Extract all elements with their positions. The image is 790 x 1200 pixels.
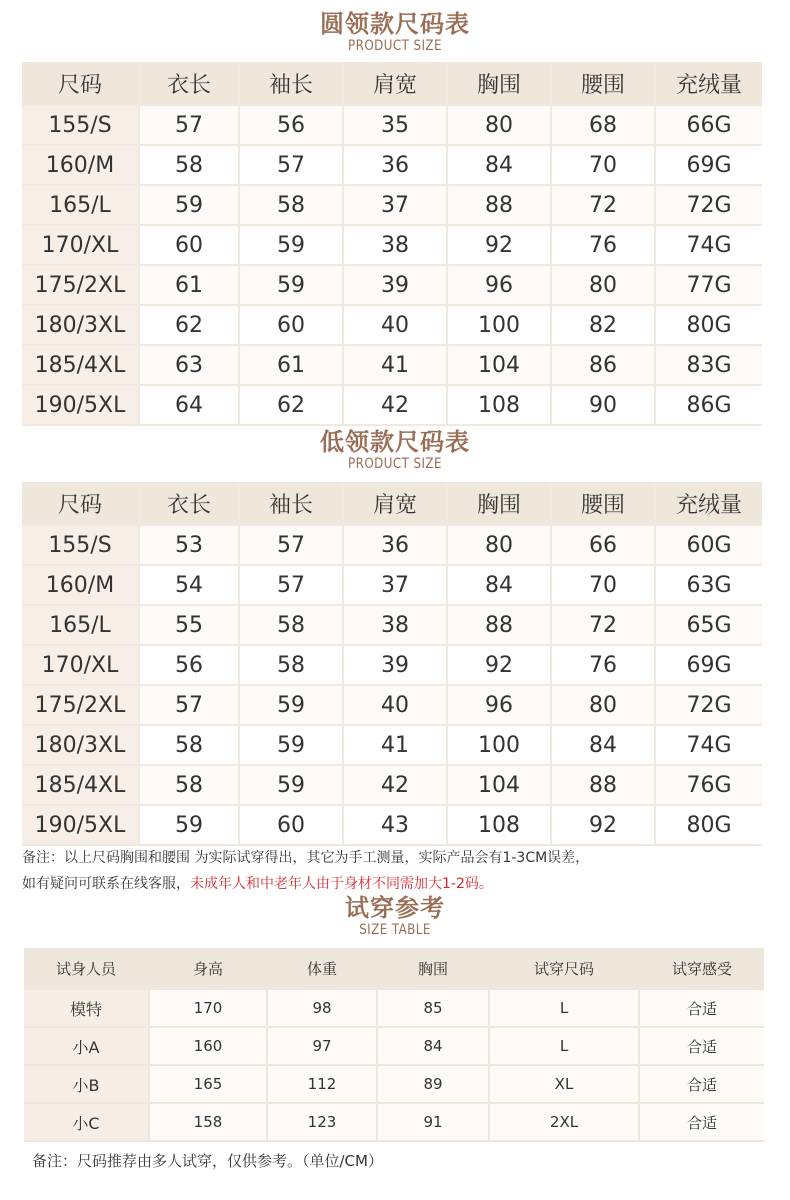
row-label-cell: 180/3XL [22,726,140,766]
table-cell: 84 [378,1028,490,1066]
row-label-cell: 小B [24,1066,150,1104]
table-cell: 66G [656,106,762,146]
row-label-cell: 180/3XL [22,306,140,346]
table-cell: 112 [268,1066,378,1104]
table-row [22,686,762,726]
column-header: 袖长 [240,62,344,106]
size-note-line1: 备注：以上尺码胸围和腰围 为实际试穿得出，其它为手工测量，实际产品会有1-3CM误差， [22,850,590,866]
size-note-warning: 未成年人和中老年人由于身材不同需加大1-2码。 [190,876,493,892]
row-label-cell: 190/5XL [22,806,140,846]
table-cell: 80 [448,526,552,566]
table-cell: 158 [150,1104,268,1142]
column-header: 试身人员 [24,948,150,990]
table-cell: 53 [140,526,240,566]
low-collar-title-block [0,428,790,472]
table-cell: 70 [552,566,656,606]
column-header: 试穿尺码 [490,948,640,990]
size-note [22,845,772,897]
table-row [24,1028,764,1066]
table-row [24,1066,764,1104]
table-row [22,646,762,686]
bottom-note: 备注：尺码推荐由多人试穿，仅供参考。（单位/CM） [32,1152,383,1170]
table-cell: 39 [344,266,448,306]
table-cell: 76 [552,226,656,266]
table-row [24,1104,764,1142]
column-header: 衣长 [140,482,240,526]
try-on-subtitle: SIZE TABLE [359,922,431,938]
table-cell: 58 [240,606,344,646]
table-cell: 160 [150,1028,268,1066]
table-cell: 80 [448,106,552,146]
table-cell: 96 [448,686,552,726]
size-note-line2-text: 如有疑问可联系在线客服， [22,876,190,892]
table-cell: 72G [656,686,762,726]
table-cell: 83G [656,346,762,386]
row-label-cell: 175/2XL [22,686,140,726]
table-row [22,386,762,426]
table-cell: 35 [344,106,448,146]
table-cell: 80 [552,266,656,306]
table-cell: 96 [448,266,552,306]
table-cell: 58 [140,766,240,806]
table-cell: 63G [656,566,762,606]
table-cell: 80G [656,306,762,346]
column-header: 试穿感受 [640,948,764,990]
round-collar-title-block [0,10,790,54]
table-cell: 57 [240,566,344,606]
table-cell: 40 [344,306,448,346]
table-cell: 59 [240,766,344,806]
table-cell: 68 [552,106,656,146]
row-label-cell: 155/S [22,106,140,146]
table-cell: 170 [150,990,268,1028]
table-cell: 85 [378,990,490,1028]
round-collar-size-table [22,62,762,426]
table-cell: 41 [344,726,448,766]
column-header: 尺码 [22,482,140,526]
row-label-cell: 175/2XL [22,266,140,306]
table-cell: 74G [656,726,762,766]
table-cell: 92 [448,646,552,686]
table-cell: 42 [344,386,448,426]
low-collar-subtitle: PRODUCT SIZE [348,456,442,472]
row-label-cell: 170/XL [22,646,140,686]
table-cell: 60 [240,306,344,346]
table-cell: 59 [240,726,344,766]
column-header: 身高 [150,948,268,990]
table-row [22,306,762,346]
table-cell: 合适 [640,990,764,1028]
table-cell: 58 [140,146,240,186]
table-cell: 88 [448,186,552,226]
table-cell: 89 [378,1066,490,1104]
table-cell: 56 [240,106,344,146]
column-header: 肩宽 [344,482,448,526]
table-cell: 55 [140,606,240,646]
table-cell: 58 [240,646,344,686]
table-cell: 36 [344,526,448,566]
table-row [22,266,762,306]
table-cell: 合适 [640,1028,764,1066]
table-cell: 43 [344,806,448,846]
table-cell: 72G [656,186,762,226]
table-row [22,186,762,226]
table-cell: 84 [448,146,552,186]
table-cell: 37 [344,566,448,606]
table-cell: 59 [240,226,344,266]
table-cell: 72 [552,186,656,226]
column-header: 胸围 [448,482,552,526]
table-cell: 80 [552,686,656,726]
table-row [22,566,762,606]
table-cell: 59 [140,806,240,846]
row-label-cell: 185/4XL [22,766,140,806]
table-cell: 57 [240,146,344,186]
table-cell: 108 [448,386,552,426]
column-header: 胸围 [378,948,490,990]
table-row [22,766,762,806]
table-cell: 86 [552,346,656,386]
table-cell: 86G [656,386,762,426]
table-cell: 66 [552,526,656,566]
table-cell: 39 [344,646,448,686]
table-cell: 58 [240,186,344,226]
table-row [22,106,762,146]
table-cell: 61 [140,266,240,306]
table-cell: L [490,1028,640,1066]
table-cell: 90 [552,386,656,426]
table-cell: 42 [344,766,448,806]
table-row [24,990,764,1028]
table-cell: 合适 [640,1104,764,1142]
table-cell: 84 [552,726,656,766]
table-cell: 104 [448,766,552,806]
table-row [22,146,762,186]
table-cell: L [490,990,640,1028]
table-cell: 88 [448,606,552,646]
table-cell: 36 [344,146,448,186]
column-header: 肩宽 [344,62,448,106]
row-label-cell: 165/L [22,186,140,226]
round-collar-title: 圆领款尺码表 [320,10,470,38]
column-header: 腰围 [552,482,656,526]
table-cell: XL [490,1066,640,1104]
table-row [22,726,762,766]
low-collar-title: 低领款尺码表 [320,428,470,456]
table-cell: 84 [448,566,552,606]
table-cell: 59 [240,266,344,306]
table-cell: 61 [240,346,344,386]
table-cell: 60G [656,526,762,566]
table-row [22,606,762,646]
table-cell: 合适 [640,1066,764,1104]
table-header-row [22,482,762,526]
table-cell: 104 [448,346,552,386]
table-cell: 92 [448,226,552,266]
table-cell: 92 [552,806,656,846]
table-cell: 74G [656,226,762,266]
table-cell: 123 [268,1104,378,1142]
table-cell: 80G [656,806,762,846]
table-cell: 98 [268,990,378,1028]
column-header: 袖长 [240,482,344,526]
table-cell: 108 [448,806,552,846]
row-label-cell: 170/XL [22,226,140,266]
table-cell: 57 [240,526,344,566]
row-label-cell: 模特 [24,990,150,1028]
table-header-row [24,948,764,990]
table-cell: 57 [140,106,240,146]
row-label-cell: 小A [24,1028,150,1066]
table-cell: 64 [140,386,240,426]
table-cell: 41 [344,346,448,386]
table-cell: 62 [140,306,240,346]
row-label-cell: 185/4XL [22,346,140,386]
column-header: 充绒量 [656,62,762,106]
row-label-cell: 小C [24,1104,150,1142]
table-cell: 65G [656,606,762,646]
table-cell: 63 [140,346,240,386]
table-cell: 38 [344,606,448,646]
table-cell: 62 [240,386,344,426]
try-on-title: 试穿参考 [345,894,445,922]
column-header: 衣长 [140,62,240,106]
table-cell: 60 [240,806,344,846]
column-header: 腰围 [552,62,656,106]
table-cell: 37 [344,186,448,226]
low-collar-size-table [22,482,762,846]
row-label-cell: 190/5XL [22,386,140,426]
table-header-row [22,62,762,106]
table-cell: 70 [552,146,656,186]
table-cell: 60 [140,226,240,266]
table-row [22,226,762,266]
row-label-cell: 165/L [22,606,140,646]
table-row [22,346,762,386]
table-row [22,806,762,846]
table-cell: 82 [552,306,656,346]
table-cell: 77G [656,266,762,306]
table-cell: 69G [656,146,762,186]
table-cell: 72 [552,606,656,646]
column-header: 充绒量 [656,482,762,526]
table-cell: 2XL [490,1104,640,1142]
column-header: 胸围 [448,62,552,106]
table-cell: 40 [344,686,448,726]
try-on-table [24,948,764,1142]
round-collar-subtitle: PRODUCT SIZE [348,38,442,54]
table-cell: 54 [140,566,240,606]
table-cell: 97 [268,1028,378,1066]
table-cell: 59 [140,186,240,226]
table-cell: 38 [344,226,448,266]
table-cell: 88 [552,766,656,806]
table-cell: 59 [240,686,344,726]
table-cell: 100 [448,726,552,766]
table-cell: 100 [448,306,552,346]
table-cell: 76 [552,646,656,686]
table-cell: 91 [378,1104,490,1142]
row-label-cell: 160/M [22,566,140,606]
table-cell: 76G [656,766,762,806]
row-label-cell: 160/M [22,146,140,186]
table-cell: 56 [140,646,240,686]
table-cell: 69G [656,646,762,686]
column-header: 体重 [268,948,378,990]
row-label-cell: 155/S [22,526,140,566]
table-cell: 165 [150,1066,268,1104]
table-row [22,526,762,566]
table-cell: 57 [140,686,240,726]
table-cell: 58 [140,726,240,766]
column-header: 尺码 [22,62,140,106]
try-on-title-block [0,894,790,938]
